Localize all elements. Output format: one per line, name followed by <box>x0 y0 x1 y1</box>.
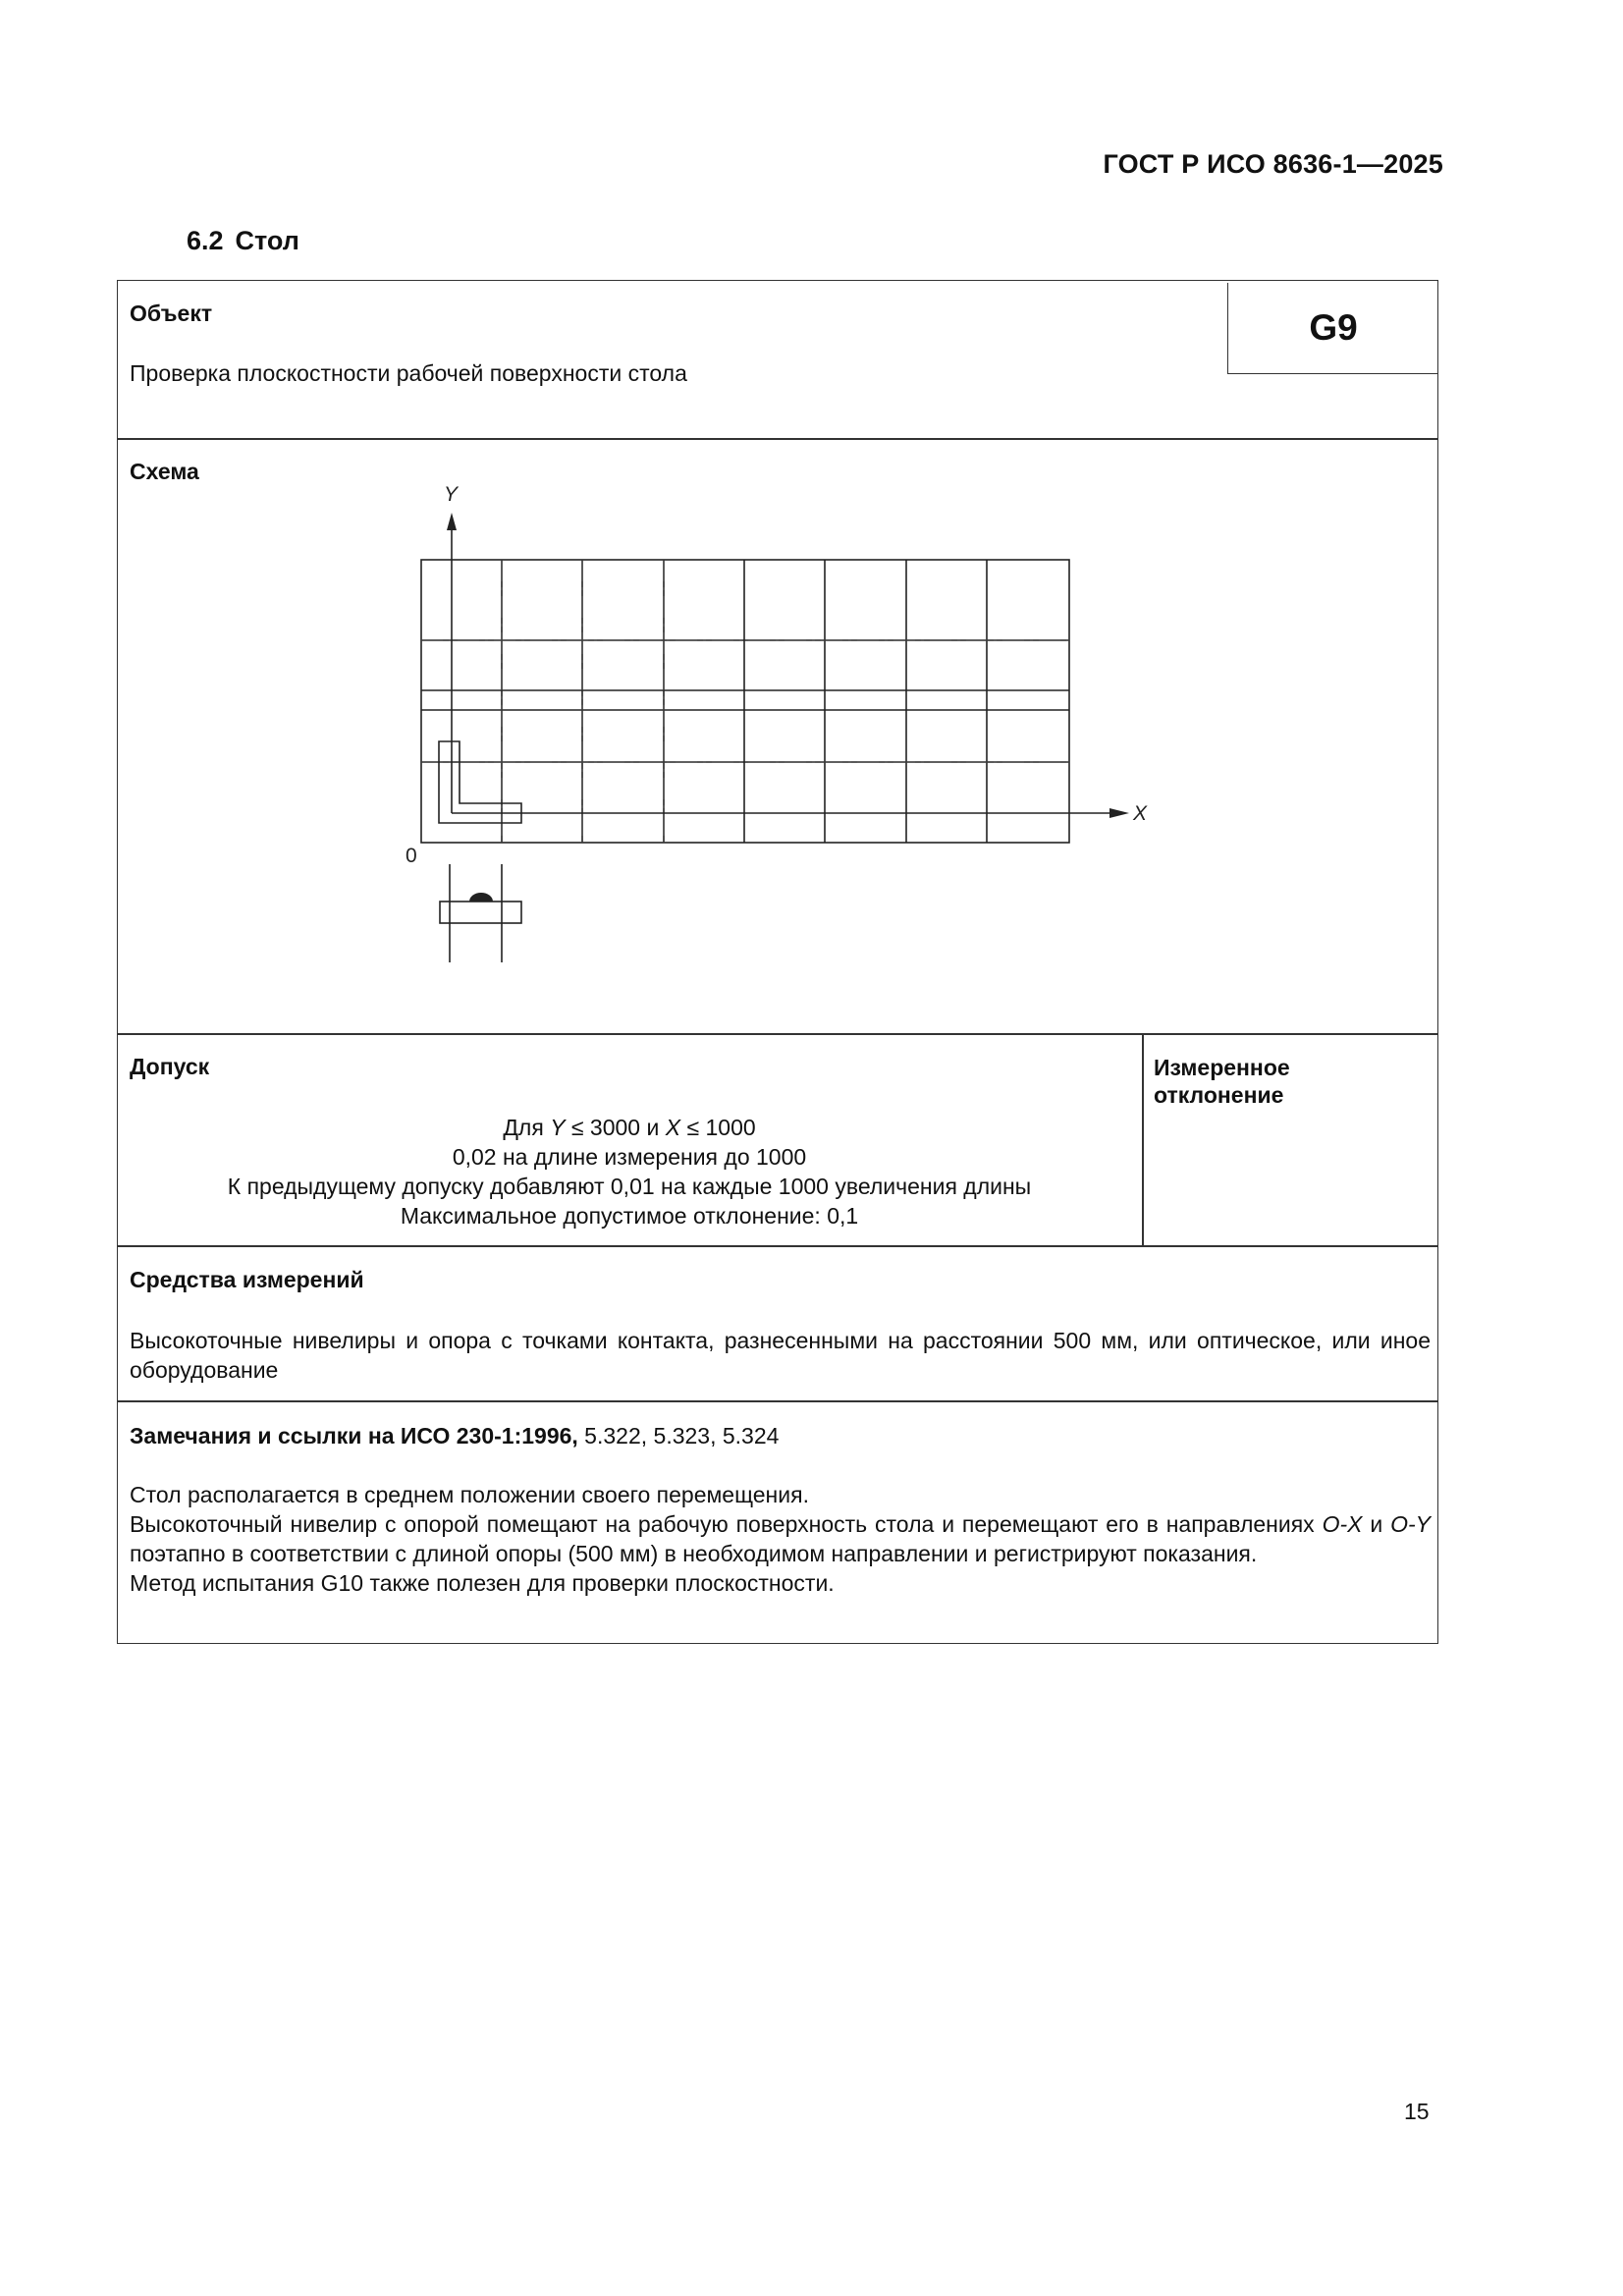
scheme-label: Схема <box>130 459 199 484</box>
object-text: Проверка плоскостности рабочей поверхности стола <box>130 360 687 386</box>
table-outline <box>421 560 1069 843</box>
tolerance-line-2: 0,02 на длине измерения до 1000 <box>452 1144 807 1170</box>
tolerance-label: Допуск <box>130 1054 210 1079</box>
notes-paragraph-1: Стол располагается в среднем положении своего перемещения. <box>130 1482 809 1507</box>
page-number: 15 <box>1404 2099 1430 2124</box>
x-axis-arrow <box>1109 808 1129 818</box>
test-id-box: G9 <box>1227 283 1438 374</box>
origin-label: 0 <box>406 845 417 867</box>
notes-body <box>130 1480 1431 1598</box>
instruments-text: Высокоточные нивелиры и опора с точками контакта, разнесенными на расстоянии 500 мм, или оптическое, или иное оборудование <box>130 1328 1431 1383</box>
level-bubble <box>469 893 493 902</box>
flatness-scheme-diagram <box>0 0 1623 1041</box>
y-axis-label: Y <box>444 483 459 506</box>
tolerance-line-3: К предыдущему допуску добавляют 0,01 на каждые 1000 увеличения длины <box>227 1174 1032 1199</box>
x-axis-label: X <box>1133 802 1148 825</box>
object-label: Объект <box>130 301 213 326</box>
notes-paragraph-3: Метод испытания G10 также полезен для проверки плоскостности. <box>130 1570 835 1596</box>
section-title: Стол <box>235 226 299 255</box>
tolerance-text <box>118 1113 1141 1230</box>
tolerance-line-4: Максимальное допустимое отклонение: 0,1 <box>400 1203 859 1229</box>
document-code: ГОСТ Р ИСО 8636-1—2025 <box>1103 149 1443 179</box>
tolerance-line-1: Для Y ≤ 3000 и X ≤ 1000 <box>503 1115 756 1140</box>
measured-deviation-label: Измеренное отклонение <box>1154 1055 1290 1108</box>
instruments-label: Средства измерений <box>130 1267 364 1292</box>
y-axis-arrow <box>447 513 457 530</box>
notes-paragraph-2: Высокоточный нивелир с опорой помещают на рабочую поверхность стола и перемещают его в направлениях O-X и O-Y поэтапно в соответствии с длиной опоры (500 мм) в необходимом направлении и регистрируют показания. <box>130 1511 1431 1566</box>
notes-heading: Замечания и ссылки на ИСО 230-1:1996, 5.322, 5.323, 5.324 <box>130 1423 780 1449</box>
level-body <box>440 902 521 923</box>
section-number: 6.2 <box>187 226 224 255</box>
